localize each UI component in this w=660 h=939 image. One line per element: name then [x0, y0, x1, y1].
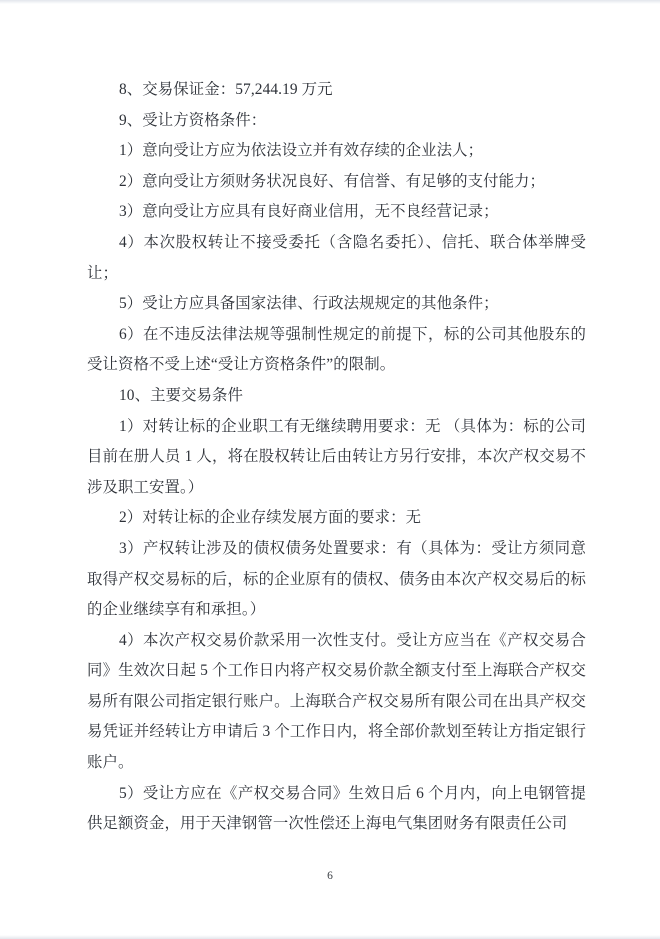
page-top-shadow	[0, 0, 660, 4]
paragraph: 9、受让方资格条件：	[119, 111, 267, 129]
paragraph: 8、交易保证金：57,244.19 万元	[119, 81, 333, 98]
paragraph: 5）受让方应具备国家法律、行政法规规定的其他条件；	[119, 295, 499, 313]
paragraph: 3）意向受让方应具有良好商业信用，无不良经营记录；	[119, 203, 499, 221]
paragraph: 4）本次股权转让不接受委托（含隐名委托）、信托、联合体举牌受让；	[87, 233, 586, 282]
page-number: 6	[327, 870, 333, 882]
paragraph: 3）产权转让涉及的债权债务处置要求：有（具体为：受让方须同意取得产权交易标的后，标的企业原有的债权、债务由本次产权交易后的标的企业继续享有和承担。）	[87, 539, 586, 619]
paragraph: 2）意向受让方须财务状况良好、有信誉、有足够的支付能力；	[119, 172, 546, 190]
paragraph: 2）对转让标的企业存续发展方面的要求：无	[119, 509, 422, 527]
paragraph: 4）本次产权交易价款采用一次性支付。受让方应当在《产权交易合同》生效次日起 5 个工作日内将产权交易价款全额支付至上海联合产权交易所有限公司指定银行账户。上海联合产权交易所有限公司在出具产权交易凭证并经转让方申请后 3 个工作日内，将全部价款划至转让方指定银行账户。	[87, 631, 586, 772]
paragraph: 6）在不违反法律法规等强制性规定的前提下，标的公司其他股东的受让资格不受上述“受让方资格条件”的限制。	[87, 325, 586, 374]
paragraph: 5）受让方应在《产权交易合同》生效日后 6 个月内，向上电钢管提供足额资金，用于天津钢管一次性偿还上海电气集团财务有限责任公司	[87, 784, 586, 833]
paragraph: 1）对转让标的企业职工有无继续聘用要求：无 （具体为：标的公司目前在册人员 1 人，将在股权转让后由转让方另行安排，本次产权交易不涉及职工安置。）	[87, 417, 586, 496]
document-body	[87, 75, 586, 840]
paragraph: 1）意向受让方应为依法设立并有效存续的企业法人；	[119, 142, 484, 160]
paragraph: 10、主要交易条件	[119, 386, 244, 404]
page-bottom-shadow	[0, 935, 660, 939]
